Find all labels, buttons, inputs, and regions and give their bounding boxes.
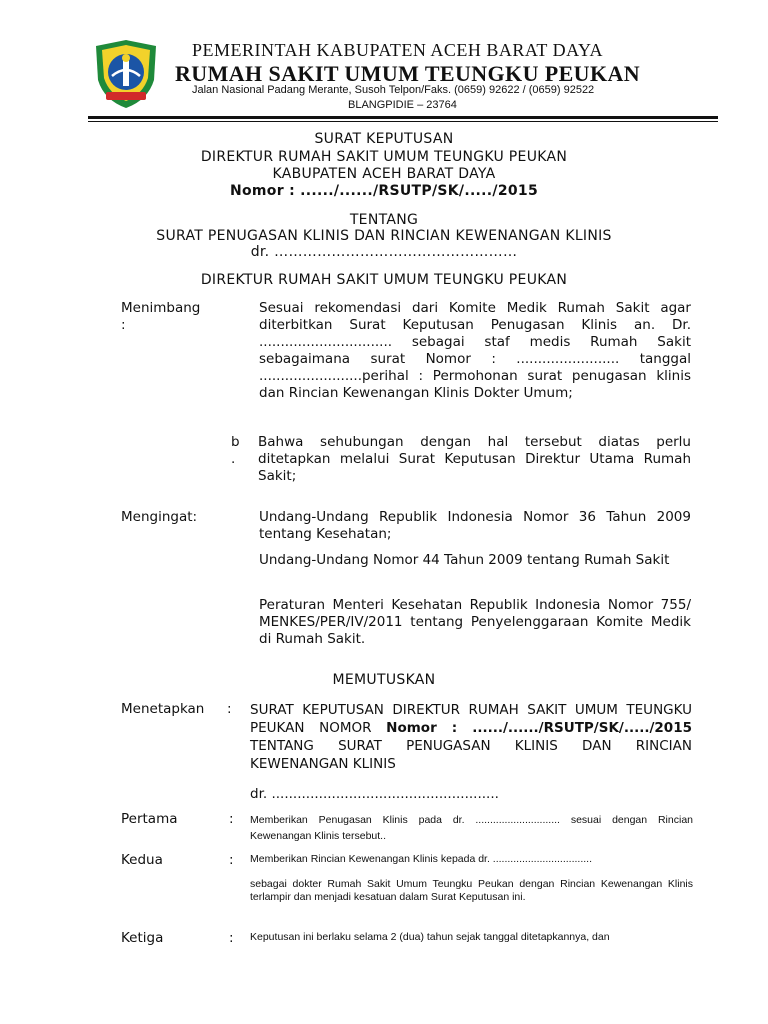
kedua-colon: :	[229, 852, 234, 868]
decree-subject: SURAT PENUGASAN KLINIS DAN RINCIAN KEWENANGAN KLINIS	[156, 228, 612, 244]
menimbang-point-a: Sesuai rekomendasi dari Komite Medik Rumah Sakit agar diterbitkan Surat Keputusan Penugasan Klinis an. Dr. ............................... sebagai staf medis Rumah Sakit sebagaimana surat Nomor : ........................ tanggal ........................perihal : Permohonan surat penugasan klinis dan Rincian Kewenangan Klinis Dokter Umum;	[259, 300, 691, 401]
hospital-city: BLANGPIDIE – 23764	[348, 99, 457, 111]
kedua-text-2: sebagai dokter Rumah Sakit Umum Teungku Peukan dengan Rincian Kewenangan Klinis terlampir dan menjadi kesatuan dalam Surat Keputusan ini.	[250, 878, 693, 903]
menetapkan-colon: :	[227, 701, 232, 717]
decree-regency: KABUPATEN ACEH BARAT DAYA	[272, 166, 496, 182]
ketiga-text: Keputusan ini berlaku selama 2 (dua) tahun sejak tanggal ditetapkannya, dan	[250, 931, 610, 943]
director-heading: DIREKTUR RUMAH SAKIT UMUM TEUNGKU PEUKAN	[200, 272, 568, 288]
hospital-name: RUMAH SAKIT UMUM TEUNGKU PEUKAN	[175, 61, 641, 86]
ketiga-label: Ketiga	[121, 930, 164, 946]
menimbang-b-dot: .	[231, 451, 236, 467]
regency-logo	[88, 36, 164, 112]
hospital-address: Jalan Nasional Padang Merante, Susoh Telpon/Faks. (0659) 92622 / (0659) 92522	[192, 84, 595, 96]
menetapkan-text: SURAT KEPUTUSAN DIREKTUR RUMAH SAKIT UMUM TEUNGKU PEUKAN NOMOR Nomor : ....../....../RSUTP/SK/...../2015 TENTANG SURAT PENUGASAN KLINIS DAN RINCIAN KEWENANGAN KLINIS	[250, 702, 692, 772]
kedua-label: Kedua	[121, 852, 163, 868]
menimbang-colon: :	[121, 317, 126, 333]
tentang-label: TENTANG	[349, 212, 419, 228]
memutuskan-heading: MEMUTUSKAN	[332, 672, 436, 688]
menimbang-b-marker: b	[231, 434, 240, 450]
letterhead-rule	[88, 116, 718, 119]
government-name: PEMERINTAH KABUPATEN ACEH BARAT DAYA	[192, 40, 603, 60]
decree-issuer: DIREKTUR RUMAH SAKIT UMUM TEUNGKU PEUKAN	[200, 149, 568, 165]
mengingat-item-3: Peraturan Menteri Kesehatan Republik Indonesia Nomor 755/ MENKES/PER/IV/2011 tentang Penyelenggaraan Komite Medik di Rumah Sakit.	[259, 597, 691, 647]
ketiga-colon: :	[229, 930, 234, 946]
mengingat-item-1: Undang-Undang Republik Indonesia Nomor 36 Tahun 2009 tentang Kesehatan;	[259, 509, 691, 542]
mengingat-label: Mengingat:	[121, 509, 198, 525]
menetapkan-doctor: dr. .....................................................	[250, 786, 499, 802]
decree-number: Nomor : ....../....../RSUTP/SK/...../2015	[229, 183, 538, 199]
pertama-label: Pertama	[121, 811, 178, 827]
menimbang-label: Menimbang	[121, 300, 201, 316]
menimbang-point-b: Bahwa sehubungan dengan hal tersebut diatas perlu ditetapkan melalui Surat Keputusan Direktur Utama Rumah Sakit;	[258, 434, 691, 484]
menetapkan-label: Menetapkan	[121, 701, 205, 717]
pertama-text: Memberikan Penugasan Klinis pada dr. ............................. sesuai dengan Rincian Kewenangan Klinis tersebut..	[250, 814, 693, 842]
pertama-colon: :	[229, 811, 234, 827]
decree-title: SURAT KEPUTUSAN	[314, 131, 454, 147]
letterhead-rule-thin	[88, 121, 718, 122]
doctor-name-blank: dr. ……………………………………………	[250, 244, 518, 260]
mengingat-item-2: Undang-Undang Nomor 44 Tahun 2009 tentang Rumah Sakit	[259, 552, 670, 568]
kedua-text: Memberikan Rincian Kewenangan Klinis kepada dr. ..................................	[250, 853, 592, 865]
